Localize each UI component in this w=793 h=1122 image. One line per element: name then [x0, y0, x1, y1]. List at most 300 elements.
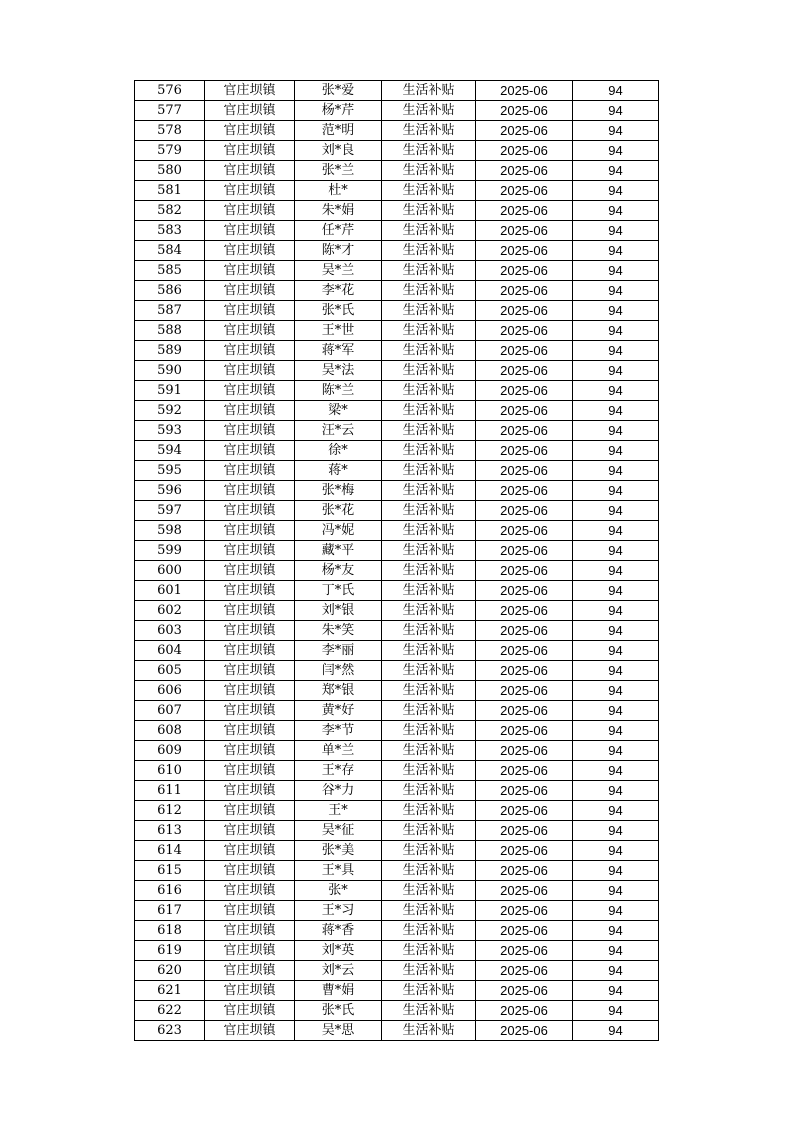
- subsidy-type-cell: 生活补贴: [382, 301, 476, 321]
- table-row: [135, 721, 659, 741]
- table-row: [135, 761, 659, 781]
- month-cell: 2025-06: [476, 421, 573, 441]
- table-row: [135, 501, 659, 521]
- amount-cell: 94: [573, 141, 659, 161]
- serial-number-cell: 616: [135, 881, 205, 901]
- town-cell: 官庄坝镇: [205, 801, 295, 821]
- table-row: [135, 901, 659, 921]
- recipient-name-cell: 王*具: [295, 861, 382, 881]
- recipient-name-cell: 张*梅: [295, 481, 382, 501]
- subsidy-type-cell: 生活补贴: [382, 761, 476, 781]
- town-cell: 官庄坝镇: [205, 281, 295, 301]
- serial-number-cell: 603: [135, 621, 205, 641]
- serial-number-cell: 621: [135, 981, 205, 1001]
- amount-cell: 94: [573, 621, 659, 641]
- month-cell: 2025-06: [476, 1021, 573, 1041]
- table-row: [135, 581, 659, 601]
- serial-number-cell: 618: [135, 921, 205, 941]
- month-cell: 2025-06: [476, 561, 573, 581]
- town-cell: 官庄坝镇: [205, 521, 295, 541]
- subsidy-type-cell: 生活补贴: [382, 741, 476, 761]
- month-cell: 2025-06: [476, 941, 573, 961]
- table-row: [135, 521, 659, 541]
- serial-number-cell: 596: [135, 481, 205, 501]
- serial-number-cell: 599: [135, 541, 205, 561]
- town-cell: 官庄坝镇: [205, 881, 295, 901]
- amount-cell: 94: [573, 981, 659, 1001]
- town-cell: 官庄坝镇: [205, 661, 295, 681]
- serial-number-cell: 588: [135, 321, 205, 341]
- serial-number-cell: 591: [135, 381, 205, 401]
- recipient-name-cell: 张*花: [295, 501, 382, 521]
- amount-cell: 94: [573, 181, 659, 201]
- month-cell: 2025-06: [476, 641, 573, 661]
- amount-cell: 94: [573, 641, 659, 661]
- table-row: [135, 301, 659, 321]
- table-row: [135, 861, 659, 881]
- serial-number-cell: 601: [135, 581, 205, 601]
- recipient-name-cell: 陈*才: [295, 241, 382, 261]
- recipient-name-cell: 张*美: [295, 841, 382, 861]
- subsidy-type-cell: 生活补贴: [382, 341, 476, 361]
- month-cell: 2025-06: [476, 101, 573, 121]
- subsidy-type-cell: 生活补贴: [382, 441, 476, 461]
- town-cell: 官庄坝镇: [205, 621, 295, 641]
- month-cell: 2025-06: [476, 461, 573, 481]
- town-cell: 官庄坝镇: [205, 581, 295, 601]
- amount-cell: 94: [573, 661, 659, 681]
- table-row: [135, 121, 659, 141]
- amount-cell: 94: [573, 81, 659, 101]
- subsidy-type-cell: 生活补贴: [382, 381, 476, 401]
- amount-cell: 94: [573, 601, 659, 621]
- table-row: [135, 541, 659, 561]
- recipient-name-cell: 刘*良: [295, 141, 382, 161]
- amount-cell: 94: [573, 701, 659, 721]
- month-cell: 2025-06: [476, 701, 573, 721]
- town-cell: 官庄坝镇: [205, 421, 295, 441]
- amount-cell: 94: [573, 321, 659, 341]
- subsidy-type-cell: 生活补贴: [382, 841, 476, 861]
- town-cell: 官庄坝镇: [205, 921, 295, 941]
- town-cell: 官庄坝镇: [205, 781, 295, 801]
- table-row: [135, 221, 659, 241]
- town-cell: 官庄坝镇: [205, 961, 295, 981]
- table-row: [135, 921, 659, 941]
- table-row: [135, 821, 659, 841]
- amount-cell: 94: [573, 561, 659, 581]
- amount-cell: 94: [573, 381, 659, 401]
- town-cell: 官庄坝镇: [205, 941, 295, 961]
- amount-cell: 94: [573, 581, 659, 601]
- serial-number-cell: 592: [135, 401, 205, 421]
- month-cell: 2025-06: [476, 801, 573, 821]
- recipient-name-cell: 蒋*军: [295, 341, 382, 361]
- recipient-name-cell: 杨*芹: [295, 101, 382, 121]
- town-cell: 官庄坝镇: [205, 181, 295, 201]
- subsidy-type-cell: 生活补贴: [382, 661, 476, 681]
- subsidy-type-cell: 生活补贴: [382, 781, 476, 801]
- amount-cell: 94: [573, 341, 659, 361]
- recipient-name-cell: 蒋*: [295, 461, 382, 481]
- recipient-name-cell: 李*丽: [295, 641, 382, 661]
- table-row: [135, 941, 659, 961]
- serial-number-cell: 611: [135, 781, 205, 801]
- recipient-name-cell: 朱*笑: [295, 621, 382, 641]
- amount-cell: 94: [573, 241, 659, 261]
- town-cell: 官庄坝镇: [205, 381, 295, 401]
- amount-cell: 94: [573, 421, 659, 441]
- serial-number-cell: 619: [135, 941, 205, 961]
- subsidy-type-cell: 生活补贴: [382, 541, 476, 561]
- serial-number-cell: 604: [135, 641, 205, 661]
- subsidy-type-cell: 生活补贴: [382, 221, 476, 241]
- serial-number-cell: 589: [135, 341, 205, 361]
- table-row: [135, 881, 659, 901]
- month-cell: 2025-06: [476, 161, 573, 181]
- recipient-name-cell: 藏*平: [295, 541, 382, 561]
- table-row: [135, 261, 659, 281]
- town-cell: 官庄坝镇: [205, 681, 295, 701]
- subsidy-type-cell: 生活补贴: [382, 901, 476, 921]
- subsidy-type-cell: 生活补贴: [382, 361, 476, 381]
- serial-number-cell: 613: [135, 821, 205, 841]
- table-row: [135, 461, 659, 481]
- subsidy-type-cell: 生活补贴: [382, 581, 476, 601]
- serial-number-cell: 609: [135, 741, 205, 761]
- month-cell: 2025-06: [476, 901, 573, 921]
- town-cell: 官庄坝镇: [205, 901, 295, 921]
- recipient-name-cell: 吴*征: [295, 821, 382, 841]
- month-cell: 2025-06: [476, 321, 573, 341]
- subsidy-type-cell: 生活补贴: [382, 961, 476, 981]
- table-row: [135, 681, 659, 701]
- serial-number-cell: 615: [135, 861, 205, 881]
- serial-number-cell: 583: [135, 221, 205, 241]
- subsidy-type-cell: 生活补贴: [382, 401, 476, 421]
- table-row: [135, 161, 659, 181]
- serial-number-cell: 623: [135, 1021, 205, 1041]
- recipient-name-cell: 张*爱: [295, 81, 382, 101]
- recipient-name-cell: 蒋*香: [295, 921, 382, 941]
- amount-cell: 94: [573, 121, 659, 141]
- town-cell: 官庄坝镇: [205, 501, 295, 521]
- recipient-name-cell: 黄*好: [295, 701, 382, 721]
- amount-cell: 94: [573, 761, 659, 781]
- town-cell: 官庄坝镇: [205, 341, 295, 361]
- month-cell: 2025-06: [476, 621, 573, 641]
- subsidy-type-cell: 生活补贴: [382, 501, 476, 521]
- recipient-name-cell: 郑*银: [295, 681, 382, 701]
- recipient-name-cell: 汪*云: [295, 421, 382, 441]
- month-cell: 2025-06: [476, 881, 573, 901]
- subsidy-type-cell: 生活补贴: [382, 421, 476, 441]
- serial-number-cell: 620: [135, 961, 205, 981]
- serial-number-cell: 586: [135, 281, 205, 301]
- serial-number-cell: 610: [135, 761, 205, 781]
- subsidy-type-cell: 生活补贴: [382, 1021, 476, 1041]
- amount-cell: 94: [573, 281, 659, 301]
- serial-number-cell: 595: [135, 461, 205, 481]
- serial-number-cell: 590: [135, 361, 205, 381]
- table-row: [135, 641, 659, 661]
- recipient-name-cell: 闫*然: [295, 661, 382, 681]
- table-row: [135, 961, 659, 981]
- recipient-name-cell: 王*习: [295, 901, 382, 921]
- serial-number-cell: 582: [135, 201, 205, 221]
- subsidy-type-cell: 生活补贴: [382, 821, 476, 841]
- recipient-name-cell: 王*世: [295, 321, 382, 341]
- month-cell: 2025-06: [476, 581, 573, 601]
- month-cell: 2025-06: [476, 181, 573, 201]
- serial-number-cell: 580: [135, 161, 205, 181]
- subsidy-type-cell: 生活补贴: [382, 1001, 476, 1021]
- recipient-name-cell: 徐*: [295, 441, 382, 461]
- town-cell: 官庄坝镇: [205, 361, 295, 381]
- subsidy-type-cell: 生活补贴: [382, 621, 476, 641]
- recipient-name-cell: 丁*氏: [295, 581, 382, 601]
- town-cell: 官庄坝镇: [205, 201, 295, 221]
- month-cell: 2025-06: [476, 501, 573, 521]
- serial-number-cell: 602: [135, 601, 205, 621]
- amount-cell: 94: [573, 101, 659, 121]
- month-cell: 2025-06: [476, 441, 573, 461]
- town-cell: 官庄坝镇: [205, 301, 295, 321]
- town-cell: 官庄坝镇: [205, 441, 295, 461]
- subsidy-type-cell: 生活补贴: [382, 721, 476, 741]
- recipient-name-cell: 张*兰: [295, 161, 382, 181]
- serial-number-cell: 597: [135, 501, 205, 521]
- amount-cell: 94: [573, 1021, 659, 1041]
- subsidy-type-cell: 生活补贴: [382, 861, 476, 881]
- month-cell: 2025-06: [476, 661, 573, 681]
- serial-number-cell: 605: [135, 661, 205, 681]
- serial-number-cell: 587: [135, 301, 205, 321]
- table-row: [135, 841, 659, 861]
- amount-cell: 94: [573, 681, 659, 701]
- recipient-name-cell: 单*兰: [295, 741, 382, 761]
- town-cell: 官庄坝镇: [205, 561, 295, 581]
- subsidy-type-cell: 生活补贴: [382, 521, 476, 541]
- month-cell: 2025-06: [476, 761, 573, 781]
- subsidy-type-cell: 生活补贴: [382, 941, 476, 961]
- month-cell: 2025-06: [476, 381, 573, 401]
- amount-cell: 94: [573, 361, 659, 381]
- table-row: [135, 481, 659, 501]
- recipient-name-cell: 张*氏: [295, 1001, 382, 1021]
- subsidy-type-cell: 生活补贴: [382, 561, 476, 581]
- serial-number-cell: 607: [135, 701, 205, 721]
- month-cell: 2025-06: [476, 301, 573, 321]
- subsidy-roster-table: [134, 80, 659, 1041]
- town-cell: 官庄坝镇: [205, 641, 295, 661]
- amount-cell: 94: [573, 941, 659, 961]
- serial-number-cell: 579: [135, 141, 205, 161]
- table-row: [135, 141, 659, 161]
- month-cell: 2025-06: [476, 361, 573, 381]
- amount-cell: 94: [573, 301, 659, 321]
- table-row: [135, 361, 659, 381]
- recipient-name-cell: 朱*娟: [295, 201, 382, 221]
- town-cell: 官庄坝镇: [205, 1001, 295, 1021]
- recipient-name-cell: 刘*英: [295, 941, 382, 961]
- month-cell: 2025-06: [476, 141, 573, 161]
- recipient-name-cell: 张*: [295, 881, 382, 901]
- amount-cell: 94: [573, 821, 659, 841]
- town-cell: 官庄坝镇: [205, 481, 295, 501]
- recipient-name-cell: 张*氏: [295, 301, 382, 321]
- amount-cell: 94: [573, 861, 659, 881]
- month-cell: 2025-06: [476, 521, 573, 541]
- table-row: [135, 801, 659, 821]
- amount-cell: 94: [573, 801, 659, 821]
- recipient-name-cell: 杜*: [295, 181, 382, 201]
- amount-cell: 94: [573, 401, 659, 421]
- month-cell: 2025-06: [476, 81, 573, 101]
- month-cell: 2025-06: [476, 541, 573, 561]
- recipient-name-cell: 李*节: [295, 721, 382, 741]
- recipient-name-cell: 冯*妮: [295, 521, 382, 541]
- subsidy-type-cell: 生活补贴: [382, 981, 476, 1001]
- serial-number-cell: 622: [135, 1001, 205, 1021]
- amount-cell: 94: [573, 461, 659, 481]
- town-cell: 官庄坝镇: [205, 261, 295, 281]
- recipient-name-cell: 王*: [295, 801, 382, 821]
- table-row: [135, 701, 659, 721]
- town-cell: 官庄坝镇: [205, 981, 295, 1001]
- amount-cell: 94: [573, 901, 659, 921]
- town-cell: 官庄坝镇: [205, 861, 295, 881]
- month-cell: 2025-06: [476, 1001, 573, 1021]
- amount-cell: 94: [573, 881, 659, 901]
- town-cell: 官庄坝镇: [205, 741, 295, 761]
- recipient-name-cell: 吴*思: [295, 1021, 382, 1041]
- subsidy-type-cell: 生活补贴: [382, 921, 476, 941]
- table-row: [135, 321, 659, 341]
- month-cell: 2025-06: [476, 281, 573, 301]
- month-cell: 2025-06: [476, 841, 573, 861]
- month-cell: 2025-06: [476, 481, 573, 501]
- town-cell: 官庄坝镇: [205, 841, 295, 861]
- amount-cell: 94: [573, 201, 659, 221]
- recipient-name-cell: 范*明: [295, 121, 382, 141]
- subsidy-type-cell: 生活补贴: [382, 101, 476, 121]
- amount-cell: 94: [573, 441, 659, 461]
- town-cell: 官庄坝镇: [205, 141, 295, 161]
- recipient-name-cell: 陈*兰: [295, 381, 382, 401]
- table-row: [135, 201, 659, 221]
- amount-cell: 94: [573, 481, 659, 501]
- serial-number-cell: 584: [135, 241, 205, 261]
- table-row: [135, 741, 659, 761]
- subsidy-type-cell: 生活补贴: [382, 261, 476, 281]
- town-cell: 官庄坝镇: [205, 101, 295, 121]
- subsidy-type-cell: 生活补贴: [382, 81, 476, 101]
- recipient-name-cell: 刘*银: [295, 601, 382, 621]
- month-cell: 2025-06: [476, 121, 573, 141]
- table-row: [135, 401, 659, 421]
- serial-number-cell: 576: [135, 81, 205, 101]
- table-row: [135, 661, 659, 681]
- subsidy-type-cell: 生活补贴: [382, 881, 476, 901]
- serial-number-cell: 606: [135, 681, 205, 701]
- amount-cell: 94: [573, 541, 659, 561]
- town-cell: 官庄坝镇: [205, 701, 295, 721]
- subsidy-type-cell: 生活补贴: [382, 801, 476, 821]
- town-cell: 官庄坝镇: [205, 81, 295, 101]
- month-cell: 2025-06: [476, 221, 573, 241]
- month-cell: 2025-06: [476, 861, 573, 881]
- table-row: [135, 1021, 659, 1041]
- serial-number-cell: 612: [135, 801, 205, 821]
- serial-number-cell: 585: [135, 261, 205, 281]
- subsidy-type-cell: 生活补贴: [382, 321, 476, 341]
- town-cell: 官庄坝镇: [205, 541, 295, 561]
- town-cell: 官庄坝镇: [205, 601, 295, 621]
- recipient-name-cell: 谷*力: [295, 781, 382, 801]
- table-row: [135, 241, 659, 261]
- town-cell: 官庄坝镇: [205, 721, 295, 741]
- month-cell: 2025-06: [476, 821, 573, 841]
- table-row: [135, 601, 659, 621]
- recipient-name-cell: 梁*: [295, 401, 382, 421]
- serial-number-cell: 600: [135, 561, 205, 581]
- month-cell: 2025-06: [476, 921, 573, 941]
- table-row: [135, 1001, 659, 1021]
- town-cell: 官庄坝镇: [205, 321, 295, 341]
- town-cell: 官庄坝镇: [205, 761, 295, 781]
- town-cell: 官庄坝镇: [205, 821, 295, 841]
- subsidy-type-cell: 生活补贴: [382, 641, 476, 661]
- amount-cell: 94: [573, 1001, 659, 1021]
- amount-cell: 94: [573, 521, 659, 541]
- town-cell: 官庄坝镇: [205, 401, 295, 421]
- month-cell: 2025-06: [476, 601, 573, 621]
- table-row: [135, 981, 659, 1001]
- serial-number-cell: 577: [135, 101, 205, 121]
- serial-number-cell: 594: [135, 441, 205, 461]
- table-row: [135, 441, 659, 461]
- month-cell: 2025-06: [476, 681, 573, 701]
- serial-number-cell: 593: [135, 421, 205, 441]
- subsidy-type-cell: 生活补贴: [382, 281, 476, 301]
- recipient-name-cell: 吴*兰: [295, 261, 382, 281]
- subsidy-type-cell: 生活补贴: [382, 481, 476, 501]
- subsidy-type-cell: 生活补贴: [382, 701, 476, 721]
- subsidy-type-cell: 生活补贴: [382, 121, 476, 141]
- subsidy-type-cell: 生活补贴: [382, 181, 476, 201]
- subsidy-type-cell: 生活补贴: [382, 681, 476, 701]
- table-row: [135, 421, 659, 441]
- table-row: [135, 781, 659, 801]
- amount-cell: 94: [573, 781, 659, 801]
- table-row: [135, 181, 659, 201]
- town-cell: 官庄坝镇: [205, 241, 295, 261]
- subsidy-type-cell: 生活补贴: [382, 141, 476, 161]
- amount-cell: 94: [573, 921, 659, 941]
- serial-number-cell: 617: [135, 901, 205, 921]
- town-cell: 官庄坝镇: [205, 221, 295, 241]
- amount-cell: 94: [573, 841, 659, 861]
- serial-number-cell: 581: [135, 181, 205, 201]
- subsidy-type-cell: 生活补贴: [382, 601, 476, 621]
- recipient-name-cell: 任*芹: [295, 221, 382, 241]
- subsidy-type-cell: 生活补贴: [382, 241, 476, 261]
- amount-cell: 94: [573, 161, 659, 181]
- serial-number-cell: 614: [135, 841, 205, 861]
- month-cell: 2025-06: [476, 741, 573, 761]
- table-row: [135, 81, 659, 101]
